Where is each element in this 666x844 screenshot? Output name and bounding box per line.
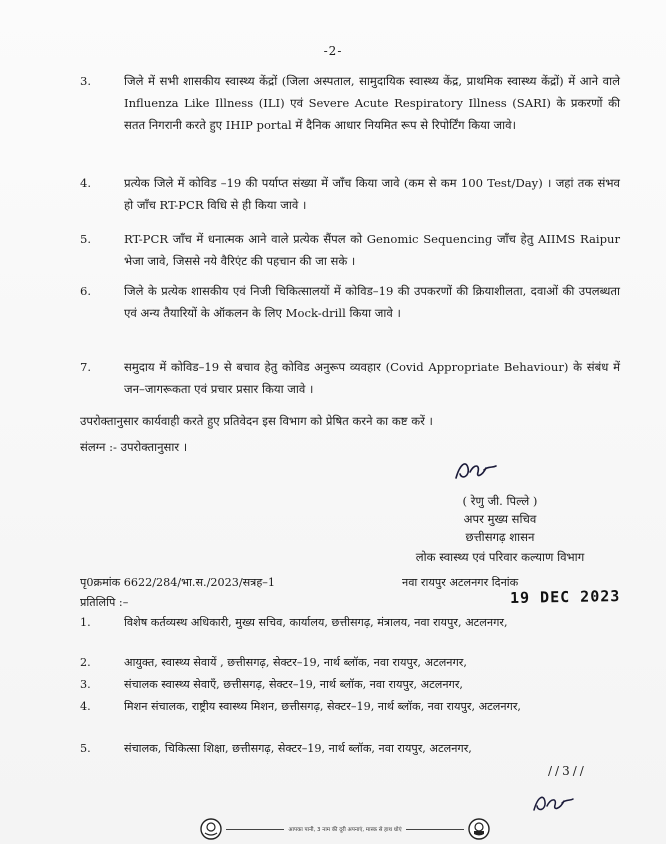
- copy-number: 3.: [80, 678, 91, 691]
- item-text: प्रत्येक जिले में कोविड –19 की पर्याप्त संख्या में जाँच किया जावे (कम से कम 100 Test/Day) । जहां तक संभव हो जाँच RT-PCR विधि से ही किया जावे ।: [124, 176, 620, 212]
- list-item-5: [80, 228, 620, 272]
- continuation-marker: //3//: [548, 764, 587, 778]
- closing-line: उपरोक्तानुसार कार्यवाही करते हुए प्रतिवेदन इस विभाग को प्रेषित करने का कष्ट करें ।: [80, 414, 433, 428]
- copy-text: विशेष कर्तव्यस्थ अधिकारी, मुख्य सचिव, कार्यालय, छत्तीसगढ़, मंत्रालय, नवा रायपुर, अटलनगर,: [124, 616, 508, 629]
- copy-text: आयुक्त, स्वास्थ्य सेवायें , छत्तीसगढ़, सेक्टर–19, नार्थ ब्लॉक, नवा रायपुर, अटलनगर,: [124, 656, 467, 669]
- copy-number: 2.: [80, 656, 91, 669]
- item-number: 4.: [80, 176, 92, 190]
- copy-number: 1.: [80, 616, 91, 629]
- item-number: 6.: [80, 284, 92, 298]
- list-item-7: [80, 356, 620, 400]
- place-date-label: नवा रायपुर अटलनगर दिनांक: [402, 576, 519, 589]
- date-stamp: 19 DEC 2023: [509, 587, 621, 607]
- enclosure-line: संलग्न :- उपरोक्तानुसार ।: [80, 440, 188, 454]
- mask-logo-icon: [468, 818, 490, 840]
- signatory-department: लोक स्वास्थ्य एवं परिवार कल्याण विभाग: [415, 550, 585, 564]
- signatory-name: ( रेणु जी. पिल्ले ): [462, 494, 538, 508]
- copy-text: संचालक स्वास्थ्य सेवाएँ, छत्तीसगढ़, सेक्टर–19, नार्थ ब्लॉक, नवा रायपुर, अटलनगर,: [124, 678, 463, 691]
- copy-text: संचालक, चिकित्सा शिक्षा, छत्तीसगढ़, सेक्टर–19, नार्थ ब्लॉक, नवा रायपुर, अटलनगर,: [124, 742, 472, 755]
- copy-item-3: [80, 676, 620, 693]
- covid-logo-icon: [200, 818, 222, 840]
- copy-text: मिशन संचालक, राष्ट्रीय स्वास्थ्य मिशन, छत्तीसगढ़, सेक्टर–19, नार्थ ब्लॉक, नवा रायपुर, अटलनगर,: [124, 700, 521, 713]
- item-text: जिले में सभी शासकीय स्वास्थ्य केंद्रों (जिला अस्पताल, सामुदायिक स्वास्थ्य केंद्र, प्राथमिक स्वास्थ्य केंद्रों) में आने वाले Influenza Like Illness (ILI) एवं Severe Acute Respiratory Illness (SARI) के प्रकरणों की सतत निगरानी करते हुए IHIP portal में दैनिक आधार नियमित रूप से रिपोर्टिंग किया जावे।: [124, 74, 620, 132]
- page-number: -2-: [323, 44, 343, 58]
- item-text: जिले के प्रत्येक शासकीय एवं निजी चिकित्सालयों में कोविड–19 की उपकरणों की क्रियाशीलता, दवाओं की उपलब्धता एवं अन्य तैयारियों के ऑकलन के लिए Mock-drill किया जावे ।: [124, 284, 620, 320]
- signatory-designation: अपर मुख्य सचिव: [463, 512, 537, 526]
- list-item-6: [80, 280, 620, 324]
- list-item-3: [80, 70, 620, 136]
- item-number: 5.: [80, 232, 92, 246]
- copy-item-5: [80, 740, 620, 757]
- footer-rule-left: [226, 829, 284, 830]
- footer-rule-right: [406, 829, 464, 830]
- list-item-4: [80, 172, 620, 216]
- copy-heading: प्रतिलिपि :–: [80, 596, 129, 609]
- item-number: 7.: [80, 360, 92, 374]
- footer-text: आपका पानी, 3 नाम की दूरी अपनाएं, मास्क से हाथ धोएं: [288, 827, 402, 833]
- signature-mark: [452, 456, 500, 484]
- copy-number: 4.: [80, 700, 91, 713]
- copy-item-4: [80, 698, 620, 715]
- initials-mark: [530, 790, 576, 818]
- copy-item-1: [80, 614, 620, 631]
- copy-item-2: [80, 654, 620, 671]
- item-text: समुदाय में कोविड–19 से बचाव हेतु कोविड अनुरूप व्यवहार (Covid Appropriate Behaviour) के संबंध में जन–जागरूकता एवं प्रचार प्रसार किया जावे ।: [124, 360, 620, 396]
- signatory-government: छत्तीसगढ़ शासन: [465, 530, 535, 544]
- footer-bar: [200, 818, 490, 840]
- item-text: RT-PCR जाँच में धनात्मक आने वाले प्रत्येक सैंपल को Genomic Sequencing जाँच हेतु AIIMS Raipur भेजा जावे, जिससे नये वैरिएंट की पहचान की जा सके ।: [124, 232, 620, 268]
- reference-number: पृ0क्रमांक 6622/284/भा.स./2023/सत्रह–1: [80, 576, 276, 589]
- copy-number: 5.: [80, 742, 91, 755]
- item-number: 3.: [80, 74, 92, 88]
